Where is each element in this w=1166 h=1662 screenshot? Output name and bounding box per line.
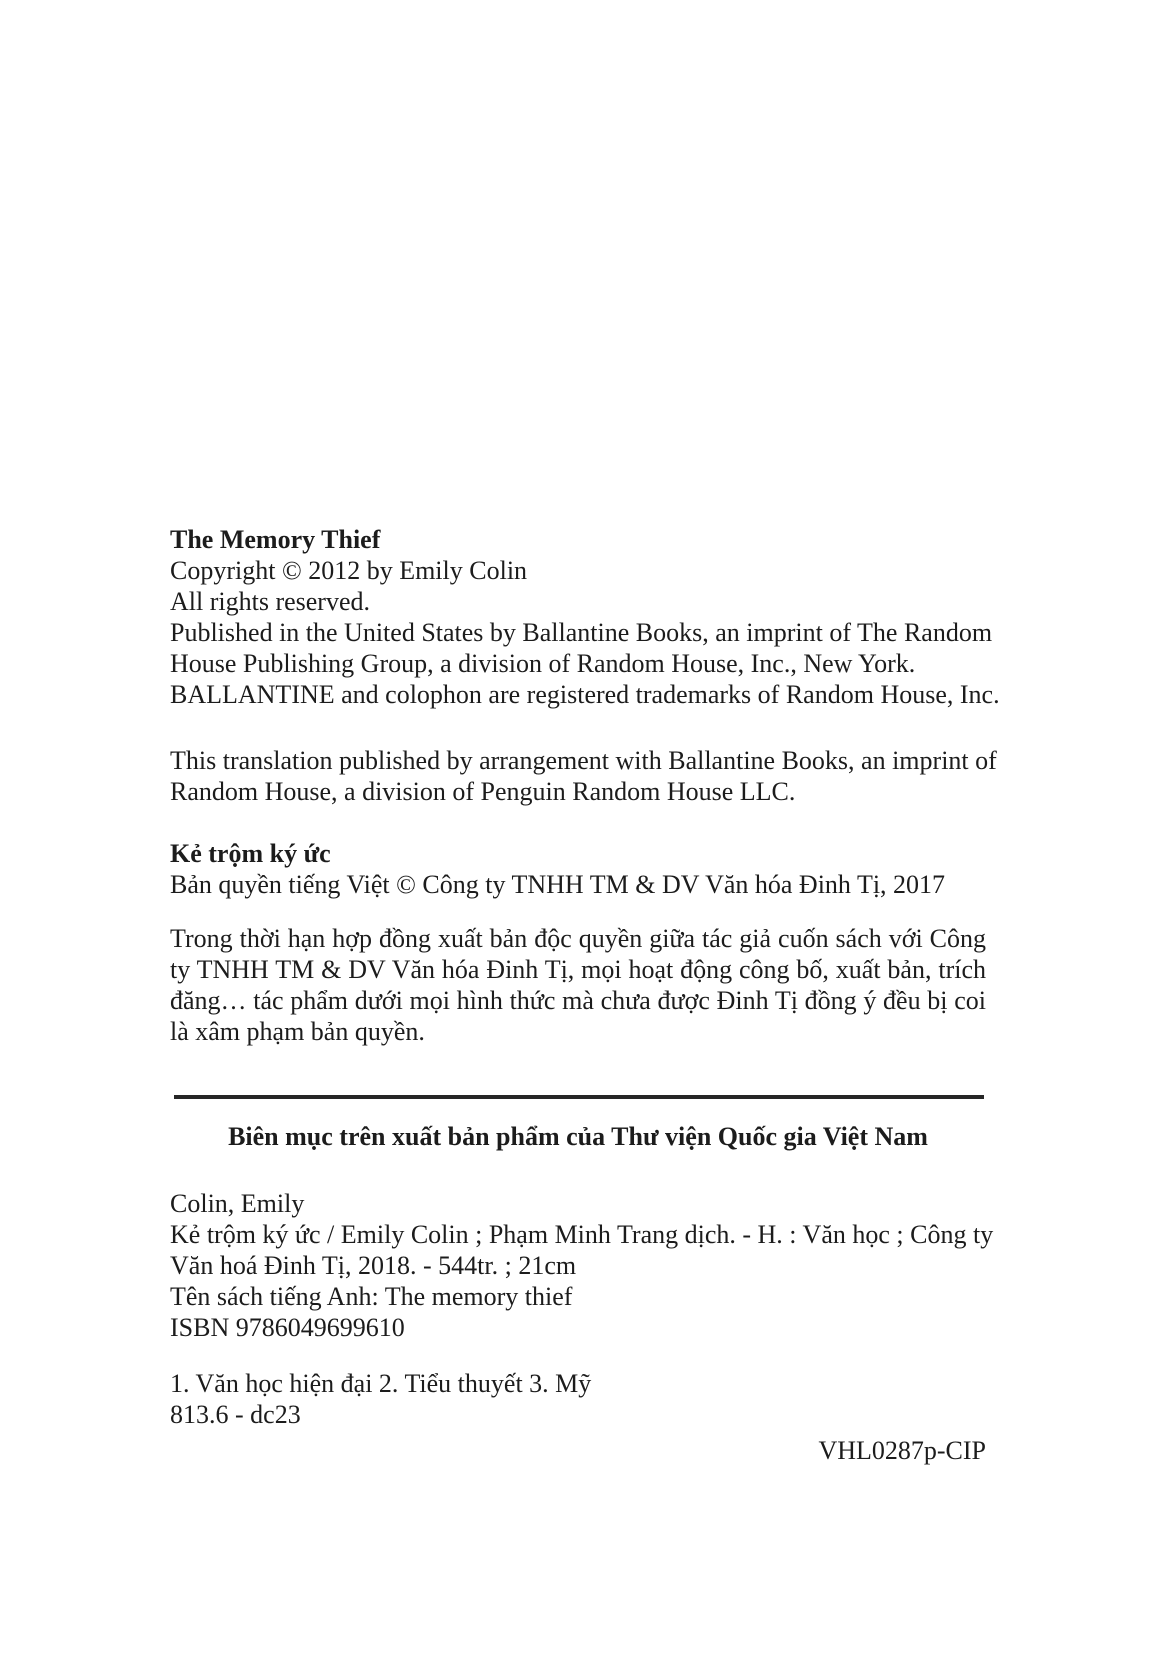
- catalog-entry-line: Kẻ trộm ký ức / Emily Colin ; Phạm Minh Trang dịch. - H. : Văn học ; Công ty: [170, 1220, 994, 1249]
- catalog-entry-block: [170, 1188, 994, 1343]
- publisher-line: Published in the United States by Ballantine Books, an imprint of The Random: [170, 618, 993, 647]
- english-copyright-block: [170, 524, 1000, 710]
- catalog-isbn: ISBN 9786049699610: [170, 1313, 405, 1342]
- translation-line: This translation published by arrangement with Ballantine Books, an imprint of: [170, 746, 997, 775]
- cip-code: VHL0287p-CIP: [818, 1436, 986, 1465]
- rights-reserved-line: All rights reserved.: [170, 587, 371, 616]
- classification-block: [170, 1368, 986, 1430]
- cip-code-block: [170, 1435, 986, 1466]
- cip-heading: Biên mục trên xuất bản phẩm của Thư viện Quốc gia Việt Nam: [228, 1122, 928, 1151]
- catalog-ddc: 813.6 - dc23: [170, 1400, 301, 1429]
- translation-arrangement-block: [170, 745, 997, 807]
- notice-line: đăng… tác phẩm dưới mọi hình thức mà chưa được Đinh Tị đồng ý đều bị coi: [170, 986, 986, 1015]
- publisher-line: BALLANTINE and colophon are registered trademarks of Random House, Inc.: [170, 680, 1000, 709]
- catalog-entry-line: Văn hoá Đinh Tị, 2018. - 544tr. ; 21cm: [170, 1251, 577, 1280]
- translation-line: Random House, a division of Penguin Random House LLC.: [170, 777, 796, 806]
- vietnamese-title: Kẻ trộm ký ức: [170, 839, 331, 868]
- rights-notice-block: [170, 923, 986, 1047]
- copyright-line: Copyright © 2012 by Emily Colin: [170, 556, 528, 585]
- horizontal-divider: [174, 1095, 984, 1099]
- cip-heading-block: [170, 1121, 986, 1152]
- publisher-line: House Publishing Group, a division of Random House, Inc., New York.: [170, 649, 916, 678]
- catalog-author: Colin, Emily: [170, 1189, 305, 1218]
- book-title: The Memory Thief: [170, 525, 381, 554]
- notice-line: Trong thời hạn hợp đồng xuất bản độc quyền giữa tác giả cuốn sách với Công: [170, 924, 986, 953]
- catalog-subjects: 1. Văn học hiện đại 2. Tiểu thuyết 3. Mỹ: [170, 1369, 592, 1398]
- notice-line: ty TNHH TM & DV Văn hóa Đinh Tị, mọi hoạt động công bố, xuất bản, trích: [170, 955, 986, 984]
- vietnamese-copyright-block: [170, 838, 986, 900]
- catalog-alt-title: Tên sách tiếng Anh: The memory thief: [170, 1282, 573, 1311]
- vietnamese-copyright-line: Bản quyền tiếng Việt © Công ty TNHH TM & DV Văn hóa Đinh Tị, 2017: [170, 870, 946, 899]
- notice-line: là xâm phạm bản quyền.: [170, 1017, 425, 1046]
